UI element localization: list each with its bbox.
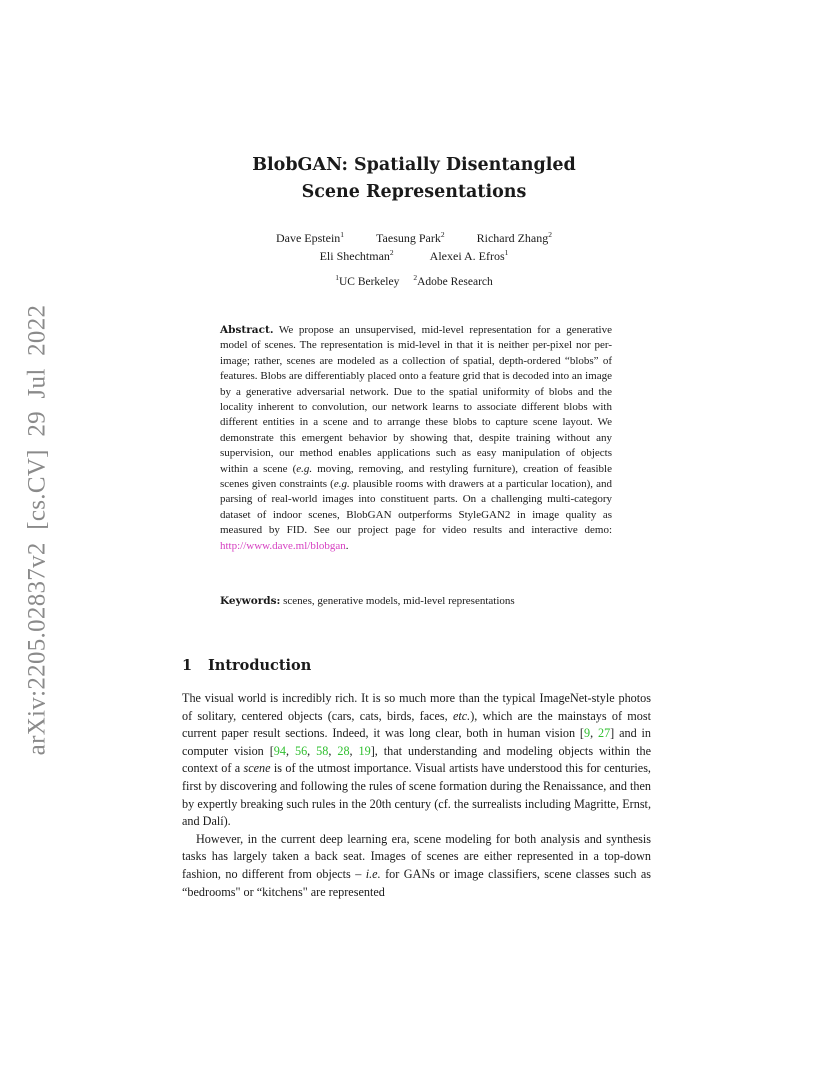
arxiv-stamp [20,295,54,765]
section-title: Introduction [208,657,312,674]
paper-title [180,152,648,206]
citation-link[interactable]: 27 [597,726,611,741]
citation-link[interactable]: 9 [583,726,591,741]
author-list [180,229,648,265]
keywords [220,594,620,609]
section-number: 1 [182,657,193,674]
project-link[interactable]: http://www.dave.ml/blobgan [220,539,346,552]
citation-link[interactable]: 19 [358,743,371,758]
citation-link[interactable]: 94 [273,743,286,758]
affiliation: $^2$Adobe Research [413,273,493,288]
affiliations [180,275,648,289]
author: Eli Shechtman$^2$ [319,248,394,263]
keywords-text: scenes, generative models, mid-level representations [283,595,515,607]
title-line-1: BlobGAN: Spatially Disentangled [252,155,576,175]
author: Richard Zhang$^2$ [476,230,553,245]
paragraph: However, in the current deep learning era, scene modeling for both analysis and synthesis tasks has largely taken a back seat. Images of scenes are either represented in a top-down fashion, no different from objects – i.e. for GANs or image classifiers, scene classes such as “bedrooms" or “kitchens" are represented [182,831,651,899]
citation-link[interactable]: 28 [337,743,350,758]
paragraph: The visual world is incredibly rich. It is so much more than the typical ImageNet-style photos of solitary, centered objects (cars, cats, birds, faces, etc.), which are the mainstays of most current paper result sections. Indeed, it was long clear, both in human vision [9, 27] and in computer vision [94, 56, 58, 28, 19], that understanding and modeling objects within the context of a scene is of the utmost importance. Visual artists have understood this for centuries, first by discovering and following the rules of scene formation during the Renaissance, and then by expertly breaking such rules in the 20th century (cf. the surrealists including Magritte, Ernst, and Dalí). [182,691,652,829]
keywords-label: Keywords: [220,595,281,607]
author: Dave Epstein$^1$ [275,230,345,245]
author: Alexei A. Efros$^1$ [429,248,509,263]
citation-link[interactable]: 56 [294,743,308,758]
section-heading [182,657,642,675]
arxiv-stamp-text: arXiv:2205.02837v2 [cs.CV] 29 Jul 2022 [23,304,50,756]
citation-link[interactable]: 58 [316,743,329,758]
author: Taesung Park$^2$ [376,230,445,245]
abstract-label: Abstract. [220,324,274,336]
title-line-2: Scene Representations [301,182,527,202]
intro-body [182,690,651,901]
abstract: Abstract. We propose an unsupervised, mid-level representation for a generative model of scenes. The representation is mid-level in that it is neither per-pixel nor per-image; rather, scenes are modeled as a collection of spatial, depth-ordered “blobs” of features. Blobs are differentiably placed onto a feature grid that is decoded into an image by a generative adversarial network. Due to the spatial uniformity of blobs and the locality inherent to convolution, our network learns to associate different blobs with different entities in a scene and to arrange these blobs to capture scene layout. We demonstrate this emergent behavior by showing that, despite training without any supervision, our method enables applications such as easy manipulation of objects within a scene (e.g. moving, removing, and restyling furniture), creation of feasible scenes given constraints (e.g. plausible rooms with drawers at a particular location), and parsing of real-world images into constituent parts. On a challenging multi-category dataset of indoor scenes, BlobGAN outperforms StyleGAN2 in image quality as measured by FID. See our project page for video results and interactive demo: http://www.dave.ml/blobgan. [220,324,612,552]
affiliation: $^1$UC Berkeley [335,273,400,288]
